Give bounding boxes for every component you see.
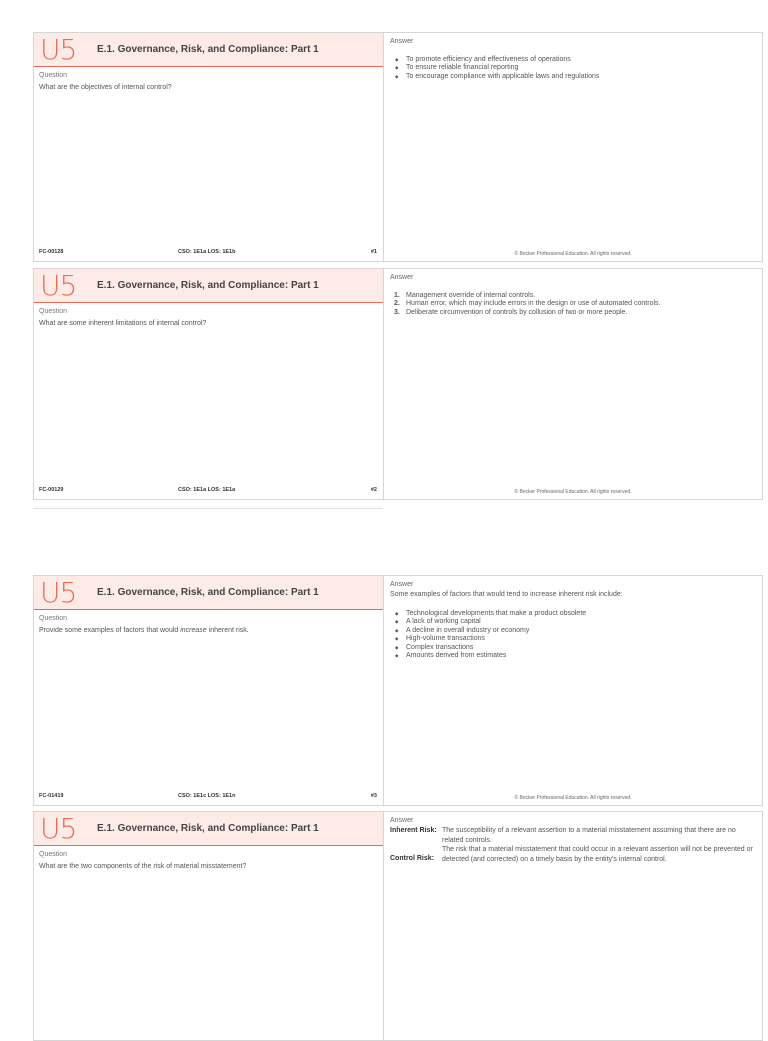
flashcard-id: FC-00128 [39,249,64,255]
answer-panel [384,269,762,499]
question-text-pre: Provide some examples of factors that would [39,627,181,634]
card-header [34,33,383,67]
question-label: Question [39,308,68,315]
unit-logo: U5 [40,33,77,66]
question-text-post: inherent risk. [206,627,249,634]
answer-panel [384,33,762,261]
question-label: Question [39,72,68,79]
flashcard-1 [33,32,763,262]
cso-los: CSO: 1E1c LOS: 1E1n [178,793,236,799]
question-label: Question [39,851,68,858]
card-footer [39,249,377,258]
card-number: #3 [370,793,377,799]
answer-panel [384,576,762,805]
answer-intro: Some examples of factors that would tend to increase inherent risk include: [390,591,623,598]
item-number: 1. [394,292,400,299]
card-title: E.1. Governance, Risk, and Compliance: Part 1 [97,44,319,55]
item-text: Deliberate circumvention of controls by collusion of two or more people. [406,308,628,316]
answer-panel [384,812,762,1040]
list-item: ◆ A lack of working capital [406,618,756,626]
copyright: © Becker Professional Education. All rights reserved. [514,489,632,495]
list-item: ◆ A decline in overall industry or economy [406,627,756,635]
list-item [394,292,756,300]
definition-text: The susceptibility of a relevant assertion to a material misstatement assuming that there are no related controls. [442,827,736,844]
card-number: #2 [370,487,377,493]
definition-term: Control Risk: [390,855,434,862]
question-panel [34,576,384,805]
flashcard-4 [33,811,763,1041]
unit-logo: U5 [40,812,77,845]
definition-row [390,845,756,864]
card-title: E.1. Governance, Risk, and Compliance: Part 1 [97,823,319,834]
unit-logo: U5 [40,269,77,302]
question-text [39,626,374,635]
question-panel [34,269,384,499]
question-panel [34,33,384,261]
page-divider [33,508,383,509]
card-header [34,576,383,610]
list-item: ◆ To encourage compliance with applicable laws and regulations [406,73,756,81]
card-footer [39,793,377,802]
list-item: ◆ Complex transactions [406,644,756,652]
answer-label: Answer [390,274,414,281]
list-item: ◆ High-volume transactions [406,635,756,643]
question-text: What are some inherent limitations of internal control? [39,320,207,327]
copyright: © Becker Professional Education. All rights reserved. [514,251,632,257]
unit-logo: U5 [40,576,77,609]
question-label: Question [39,615,68,622]
flashcard-2 [33,268,763,500]
card-title: E.1. Governance, Risk, and Compliance: Part 1 [97,587,319,598]
question-text: What are the objectives of internal control? [39,84,172,91]
answer-list [390,292,756,317]
question-text-emphasis: increase [180,627,207,634]
item-text: Human error, which may include errors in the design or use of automated controls. [406,300,661,308]
cso-los: CSO: 1E1a LOS: 1E1b [178,249,236,255]
card-header [34,269,383,303]
item-text: Management override of internal controls. [406,292,536,299]
list-item: ◆ Technological developments that make a product obsolete [406,610,756,618]
list-item [394,300,756,308]
question-text: What are the two components of the risk of material misstatement? [39,863,247,870]
question-panel [34,812,384,1040]
definition-term: Inherent Risk: [390,827,437,834]
definition-text: The risk that a material misstatement that could occur in a relevant assertion will not be prevented or detected (and corrected) on a timely basis by the entity's internal control. [442,846,753,863]
list-item: ◆ To ensure reliable financial reporting [406,64,756,72]
list-item: ◆ Amounts derived from estimates [406,652,756,660]
cso-los: CSO: 1E1a LOS: 1E1a [178,487,236,493]
list-item: ◆ To promote efficiency and effectiveness of operations [406,56,756,64]
copyright: © Becker Professional Education. All rights reserved. [514,795,632,801]
flashcard-id: FC-01419 [39,793,64,799]
card-header [34,812,383,846]
flashcard-id: FC-00129 [39,487,64,493]
definition-row [390,826,756,845]
item-number: 2. [394,300,400,308]
card-title: E.1. Governance, Risk, and Compliance: Part 1 [97,280,319,291]
item-number: 3. [394,308,400,316]
card-footer [39,487,377,496]
answer-label: Answer [390,38,414,45]
list-item [394,308,756,317]
card-number: #1 [370,249,377,255]
flashcard-3 [33,575,763,806]
answer-label: Answer [390,581,414,588]
answer-label: Answer [390,817,414,824]
answer-list [390,610,756,660]
answer-list [390,56,756,81]
